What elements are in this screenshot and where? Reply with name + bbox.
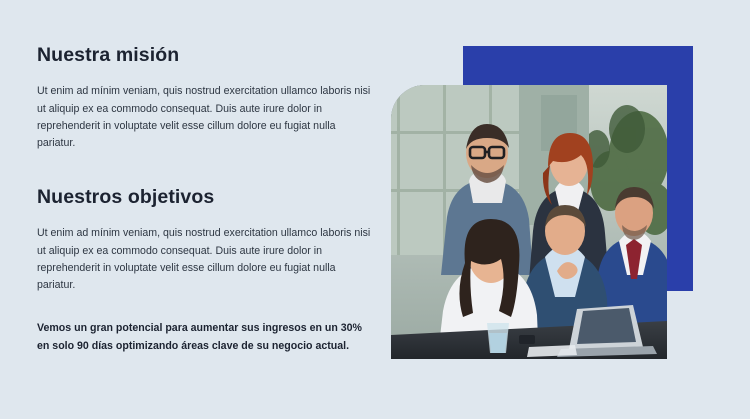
objectives-paragraph: Ut enim ad mínim veniam, quis nostrud exercitation ullamco laboris nisi ut aliquip ex ea commodo consequat. Duis aute irure dolor in reprehenderit in voluptate velit esse cillum dolore eu fugiat nulla pariatur. (37, 227, 371, 291)
business-team-photo (391, 85, 667, 359)
page-title: Nuestra misión (37, 44, 180, 66)
text-column (37, 44, 372, 356)
highlight-paragraph: Vemos un gran potencial para aumentar sus ingresos en un 30% en solo 90 días optimizando áreas clave de su negocio actual. (37, 322, 362, 352)
mission-paragraph: Ut enim ad mínim veniam, quis nostrud exercitation ullamco laboris nisi ut aliquip ex ea commodo consequat. Duis aute irure dolor in reprehenderit in voluptate velit esse cillum dolore eu fugiat nulla pariatur. (37, 85, 371, 149)
objectives-title: Nuestros objetivos (37, 186, 215, 209)
